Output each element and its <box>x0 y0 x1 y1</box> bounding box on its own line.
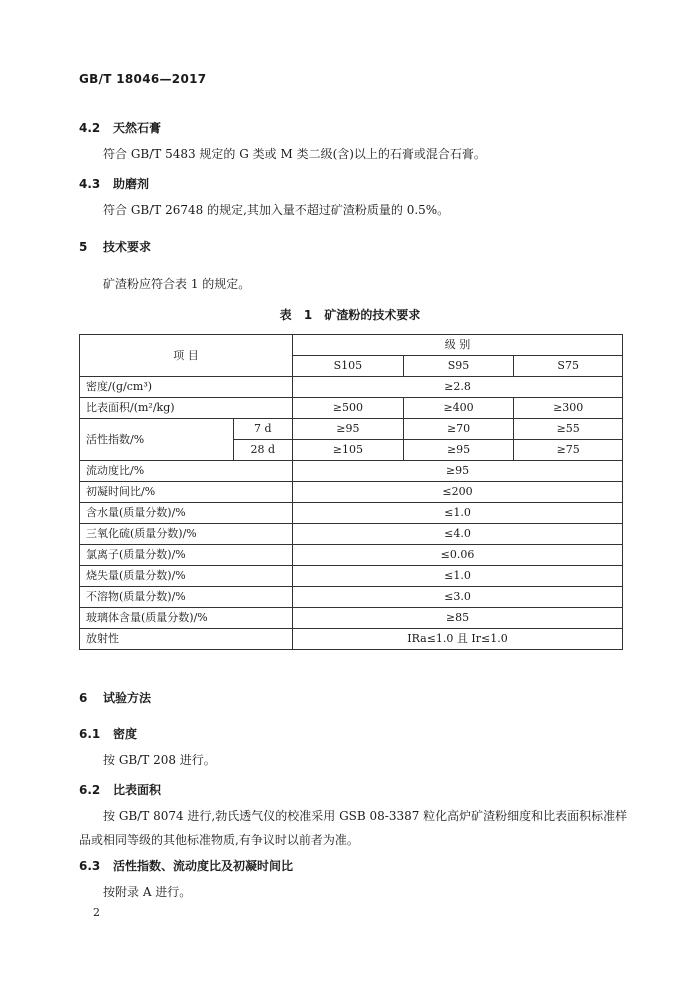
grade-s75: S75 <box>514 356 623 377</box>
row-value: IRa≤1.0 且 Ir≤1.0 <box>293 629 623 650</box>
row-label: 活性指数/% <box>80 419 234 461</box>
row-value: ≤0.06 <box>293 545 623 566</box>
row-value: ≤1.0 <box>293 503 623 524</box>
table-row <box>80 377 623 398</box>
row-label: 放射性 <box>80 629 293 650</box>
row-label: 初凝时间比/% <box>80 482 293 503</box>
row-value: ≥55 <box>514 419 623 440</box>
table-caption: 表 1 矿渣粉的技术要求 <box>279 308 421 322</box>
row-label: 氯离子(质量分数)/% <box>80 545 293 566</box>
sub-label: 7 d <box>233 419 293 440</box>
section-4-2-heading <box>79 119 161 136</box>
table-row <box>80 566 623 587</box>
section-number: 6 <box>79 691 88 705</box>
table-row <box>80 482 623 503</box>
section-number: 5 <box>79 240 88 254</box>
row-label: 比表面积/(m²/kg) <box>80 398 293 419</box>
table-row <box>80 608 623 629</box>
row-value: ≥500 <box>293 398 404 419</box>
row-label: 玻璃体含量(质量分数)/% <box>80 608 293 629</box>
row-value: ≥2.8 <box>293 377 623 398</box>
row-value: ≥75 <box>514 440 623 461</box>
standard-id: GB/T 18046—2017 <box>79 72 207 86</box>
section-number: 6.3 <box>79 859 101 873</box>
row-label: 不溶物(质量分数)/% <box>80 587 293 608</box>
table-row <box>80 545 623 566</box>
table-row <box>80 503 623 524</box>
spec-table <box>79 334 623 650</box>
row-value: ≥85 <box>293 608 623 629</box>
section-title: 助磨剂 <box>113 177 150 191</box>
section-title: 密度 <box>113 727 138 741</box>
section-6-2-heading <box>79 781 161 798</box>
row-value: ≤200 <box>293 482 623 503</box>
section-4-2-text: 符合 GB/T 5483 规定的 G 类或 M 类二级(含)以上的石膏或混合石膏。 <box>103 147 486 161</box>
section-title: 试验方法 <box>103 691 152 705</box>
row-value: ≥95 <box>403 440 514 461</box>
row-label: 含水量(质量分数)/% <box>80 503 293 524</box>
row-value: ≤1.0 <box>293 566 623 587</box>
section-title: 技术要求 <box>103 240 152 254</box>
section-5-text: 矿渣粉应符合表 1 的规定。 <box>103 277 251 291</box>
section-6-1-heading <box>79 725 137 742</box>
section-4-3-text: 符合 GB/T 26748 的规定,其加入量不超过矿渣粉质量的 0.5%。 <box>103 203 450 217</box>
row-value: ≥105 <box>293 440 404 461</box>
section-5-heading <box>79 238 151 255</box>
section-6-3-heading <box>79 857 293 874</box>
section-6-heading <box>79 689 151 706</box>
row-label: 密度/(g/cm³) <box>80 377 293 398</box>
section-number: 6.2 <box>79 783 101 797</box>
section-6-1-text: 按 GB/T 208 进行。 <box>103 753 216 767</box>
section-6-3-text: 按附录 A 进行。 <box>103 885 192 899</box>
row-value: ≥95 <box>293 419 404 440</box>
section-title: 活性指数、流动度比及初凝时间比 <box>113 859 294 873</box>
row-value: ≥95 <box>293 461 623 482</box>
section-number: 4.3 <box>79 177 101 191</box>
table-header-row <box>80 335 623 356</box>
row-value: ≥70 <box>403 419 514 440</box>
header-item: 项 目 <box>80 335 293 377</box>
section-4-3-heading <box>79 175 149 192</box>
section-title: 比表面积 <box>113 783 162 797</box>
page-number: 2 <box>93 906 100 919</box>
table-row <box>80 461 623 482</box>
table-row <box>80 587 623 608</box>
table-row <box>80 398 623 419</box>
header-grade: 级 别 <box>293 335 623 356</box>
section-6-2-text-line2: 品或相同等级的其他标准物质,有争议时以前者为准。 <box>79 833 359 847</box>
row-value: ≥300 <box>514 398 623 419</box>
section-title: 天然石膏 <box>113 121 162 135</box>
row-value: ≤3.0 <box>293 587 623 608</box>
section-6-2-text-line1: 按 GB/T 8074 进行,勃氏透气仪的校准采用 GSB 08-3387 粒化高炉矿渣粉细度和比表面积标准样 <box>103 809 628 823</box>
row-value: ≥400 <box>403 398 514 419</box>
row-value: ≤4.0 <box>293 524 623 545</box>
table-row <box>80 524 623 545</box>
table-row <box>80 629 623 650</box>
row-label: 流动度比/% <box>80 461 293 482</box>
grade-s95: S95 <box>403 356 514 377</box>
section-number: 4.2 <box>79 121 101 135</box>
section-number: 6.1 <box>79 727 101 741</box>
sub-label: 28 d <box>233 440 293 461</box>
grade-s105: S105 <box>293 356 404 377</box>
row-label: 烧失量(质量分数)/% <box>80 566 293 587</box>
row-label: 三氧化硫(质量分数)/% <box>80 524 293 545</box>
table-row <box>80 419 623 440</box>
